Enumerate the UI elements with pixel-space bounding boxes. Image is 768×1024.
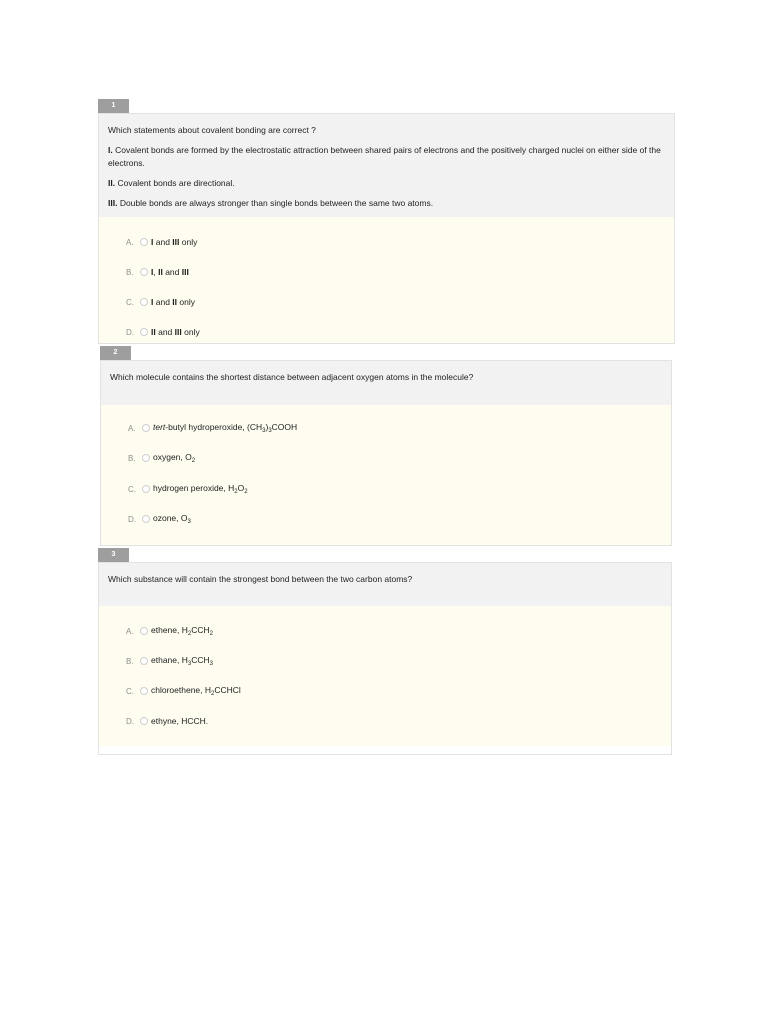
- option-letter: D.: [126, 716, 134, 726]
- question-panel: [100, 360, 672, 546]
- option-letter: D.: [126, 327, 134, 337]
- radio-button[interactable]: [142, 424, 150, 432]
- option-letter: C.: [126, 297, 134, 307]
- statement-3: III. Double bonds are always stronger than single bonds between the same two atoms.: [108, 198, 434, 208]
- radio-button[interactable]: [140, 687, 148, 695]
- question-number-badge: 3: [98, 548, 129, 562]
- option-b[interactable]: [128, 452, 195, 464]
- stem-prompt: Which molecule contains the shortest distance between adjacent oxygen atoms in the molecule?: [110, 372, 474, 382]
- option-text: oxygen, $O_2$: [153, 452, 196, 464]
- statement-2: II. Covalent bonds are directional.: [108, 178, 235, 188]
- question-stem: [99, 114, 674, 217]
- option-text: ethene, $H_2CCH_2$: [151, 625, 213, 637]
- question-number-badge: 1: [98, 99, 129, 113]
- option-letter: B.: [126, 267, 134, 277]
- option-text: I and III only: [151, 237, 198, 247]
- option-c[interactable]: [126, 296, 195, 308]
- radio-button[interactable]: [140, 717, 148, 725]
- radio-button[interactable]: [142, 454, 150, 462]
- option-letter: C.: [128, 484, 136, 494]
- radio-button[interactable]: [140, 328, 148, 336]
- option-b[interactable]: [126, 266, 189, 278]
- stem-prompt: Which substance will contain the strongest bond between the two carbon atoms?: [108, 574, 413, 584]
- question-2: [100, 346, 672, 546]
- question-3: [98, 548, 672, 755]
- radio-button[interactable]: [140, 238, 148, 246]
- option-c[interactable]: [126, 685, 241, 697]
- option-text: ethyne, HCCH.: [151, 716, 209, 726]
- question-panel: [98, 113, 675, 344]
- question-panel: [98, 562, 672, 755]
- option-d[interactable]: [126, 715, 208, 727]
- stem-prompt: Which statements about covalent bonding are correct ?: [108, 125, 316, 135]
- option-text: chloroethene, $H_2CCHCl$: [151, 685, 241, 697]
- radio-button[interactable]: [140, 657, 148, 665]
- option-d[interactable]: [126, 326, 200, 338]
- option-a[interactable]: [128, 422, 297, 434]
- option-letter: D.: [128, 514, 136, 524]
- answer-options: [99, 606, 671, 746]
- option-d[interactable]: [128, 513, 191, 525]
- option-text: II and III only: [151, 327, 200, 337]
- option-text: ozone, $O_3$: [153, 513, 191, 525]
- option-text: ethane, $H_3CCH_3$: [151, 655, 213, 667]
- question-stem: [101, 361, 671, 405]
- radio-button[interactable]: [140, 627, 148, 635]
- option-letter: A.: [128, 423, 136, 433]
- question-stem: [99, 563, 671, 606]
- option-letter: B.: [128, 453, 136, 463]
- option-text: I and II only: [151, 297, 195, 307]
- option-a[interactable]: [126, 236, 197, 248]
- option-text: tert-butyl hydroperoxide, $(CH_3)_3COOH$: [153, 422, 298, 434]
- radio-button[interactable]: [142, 485, 150, 493]
- radio-button[interactable]: [140, 268, 148, 276]
- option-letter: A.: [126, 237, 134, 247]
- option-a[interactable]: [126, 625, 213, 637]
- statement-1: I. Covalent bonds are formed by the electrostatic attraction between shared pairs of electrons and the positively charged nuclei on either side of the electrons.: [108, 145, 661, 168]
- option-letter: C.: [126, 686, 134, 696]
- answer-options: [101, 405, 671, 545]
- option-letter: A.: [126, 626, 134, 636]
- option-b[interactable]: [126, 655, 213, 667]
- question-number-badge: 2: [100, 346, 131, 360]
- option-c[interactable]: [128, 483, 248, 495]
- option-text: I, II and III: [151, 267, 189, 277]
- option-text: hydrogen peroxide, $H_2O_2$: [153, 483, 248, 495]
- option-letter: B.: [126, 656, 134, 666]
- radio-button[interactable]: [140, 298, 148, 306]
- question-1: [98, 99, 675, 344]
- answer-options: [99, 217, 674, 343]
- radio-button[interactable]: [142, 515, 150, 523]
